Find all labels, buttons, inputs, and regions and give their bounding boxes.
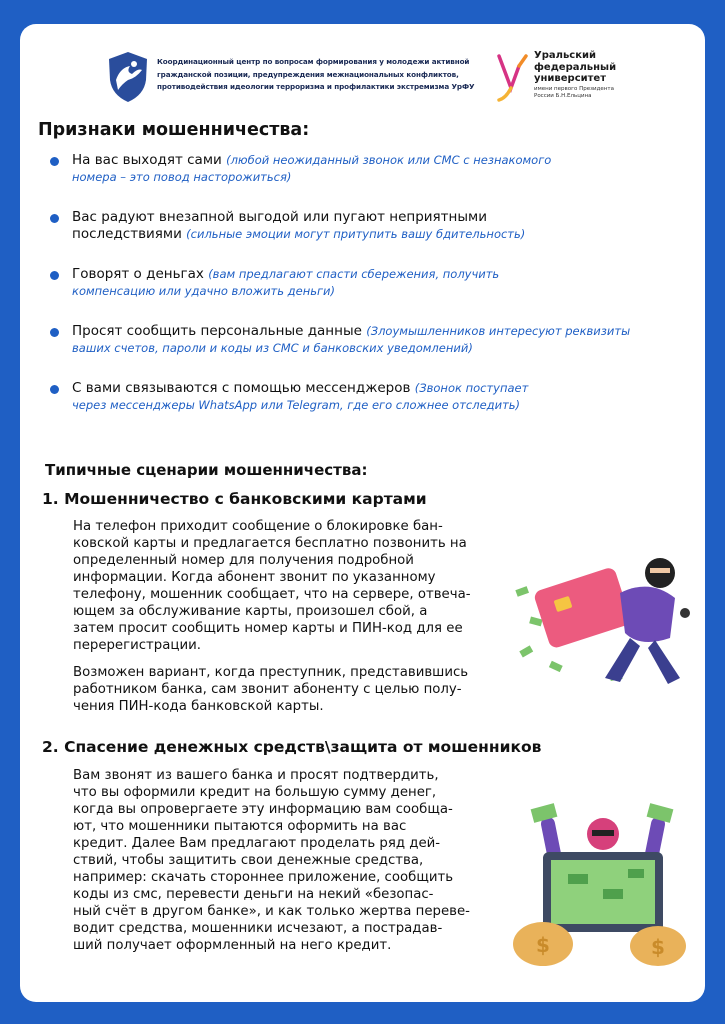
section-title-bank-cards: 1. Мошенничество с банковскими картами	[42, 490, 427, 508]
section-title-protection: 2. Спасение денежных средств\защита от мошенников	[42, 738, 542, 756]
svg-text:$: $	[651, 935, 665, 959]
university-subtitle: имени первого Президента России Б.Н.Ельцина	[534, 86, 614, 99]
shield-logo-icon	[106, 50, 150, 104]
bullet-dot-icon	[50, 328, 59, 337]
list-item: Просят сообщить персональные данные (Злоумышленников интересуют реквизиты ваших счетов, пароли и коды из СМС и банковских уведомлений)	[50, 323, 680, 380]
section1-paragraph1: На телефон приходит сообщение о блокировке бан- ковской карты и предлагается бесплатно позвонить на определенный номер для получения подробной информации. Когда абонент звонит по указанному телефону, мошенник сообщает, что на сервере, отвеча- ющем за обслуживание карты, произошел сбой, а затем просит сообщить номер карты и ПИН-код для ее перерегистрации.	[73, 519, 471, 653]
bullet-dot-icon	[50, 214, 59, 223]
bullet-dot-icon	[50, 385, 59, 394]
list-item: Говорят о деньгах (вам предлагают спасти сбережения, получить компенсацию или удачно вложить деньги)	[50, 266, 680, 323]
signs-title: Признаки мошенничества:	[38, 120, 310, 140]
list-item: Вас радуют внезапной выгодой или пугают неприятными последствиями (сильные эмоции могут притупить вашу бдительность)	[50, 209, 680, 266]
thief-with-card-illustration-icon	[510, 538, 690, 698]
bullet-dot-icon	[50, 157, 59, 166]
organization-name: Координационный центр по вопросам формирования у молодежи активной гражданской позиции, предупреждения межнациональных конфликтов, противодействия идеологии терроризма и профилактики экстремизма УрФУ	[157, 57, 475, 91]
list-item: На вас выходят сами (любой неожиданный звонок или СМС с незнакомого номера – это повод насторожиться)	[50, 152, 680, 209]
urfu-logo-icon	[496, 52, 532, 104]
svg-text:$: $	[536, 933, 550, 957]
section2-paragraph: Вам звонят из вашего банка и просят подтвердить, что вы оформили кредит на большую сумму денег, когда вы опровергаете эту информацию вам сообща- ют, что мошенники пытаются оформить на вас кредит. Далее Вам предлагают проделать ряд дей- ствий, чтобы защитить свои денежные средства, например: скачать стороннее приложение, сообщить коды из смс, перевести деньги на некий «безопас- ный счёт в другом банке», и как только жертва переве- водит средства, мошенники исчезают, а пострадав- ший получает оформленный на него кредит.	[73, 768, 470, 953]
bullet-dot-icon	[50, 271, 59, 280]
flyer-card	[20, 24, 705, 1002]
scenarios-title: Типичные сценарии мошенничества:	[45, 461, 368, 479]
signs-list	[50, 152, 680, 437]
section1-paragraph2: Возможен вариант, когда преступник, представившись работником банка, сам звонит абоненту с целью полу- чения ПИН-кода банковской карты.	[73, 665, 469, 714]
university-name: Уральский федеральный университет	[534, 50, 617, 84]
hacker-with-money-illustration-icon	[508, 794, 688, 969]
list-item: С вами связываются с помощью мессенджеров (Звонок поступает через мессенджеры WhatsApp или Telegram, где его сложнее отследить)	[50, 380, 680, 437]
